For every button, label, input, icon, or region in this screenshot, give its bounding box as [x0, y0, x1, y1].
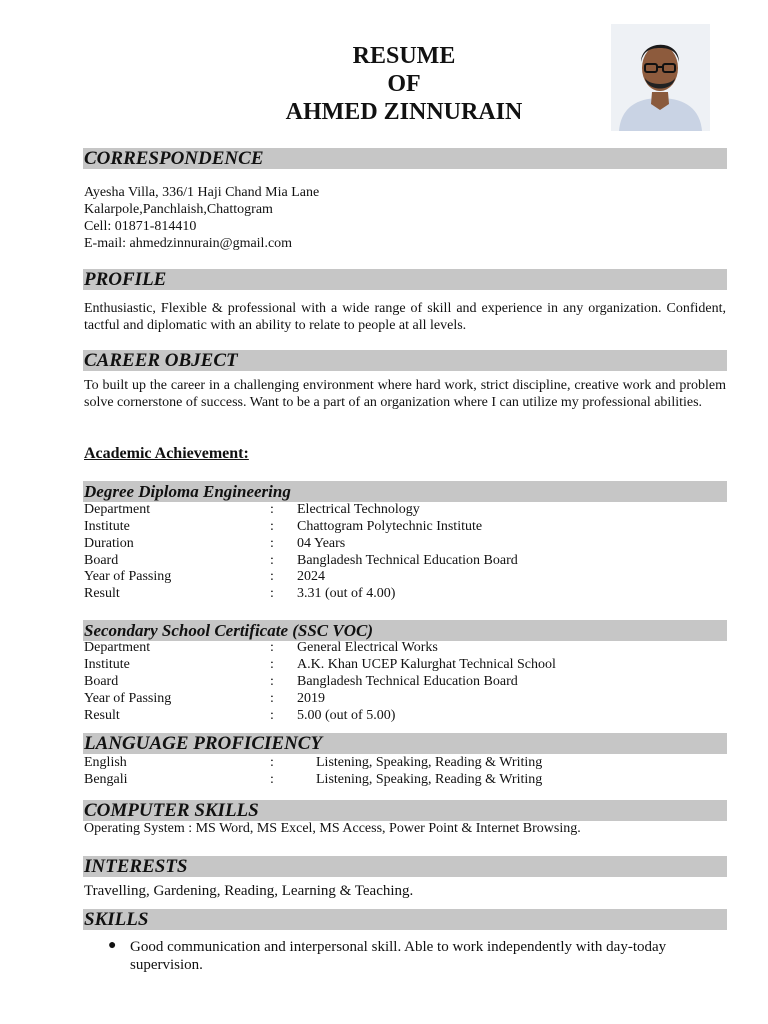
- resume-title: [200, 42, 608, 126]
- row-value: General Electrical Works: [297, 640, 438, 655]
- row-label: Duration: [84, 536, 134, 551]
- language-row-bengali: [84, 771, 726, 788]
- row-colon: :: [270, 708, 274, 723]
- row-value: 2024: [297, 569, 325, 584]
- row-value: Chattogram Polytechnic Institute: [297, 519, 483, 534]
- diploma-row-department: [84, 501, 726, 518]
- section-heading-interests: INTERESTS: [83, 856, 727, 877]
- row-colon: :: [270, 674, 274, 689]
- section-heading-language: LANGUAGE PROFICIENCY: [83, 733, 727, 754]
- row-colon: :: [270, 553, 274, 568]
- section-heading-career-object: CAREER OBJECT: [83, 350, 727, 371]
- row-colon: :: [270, 691, 274, 706]
- row-value: Listening, Speaking, Reading & Writing: [316, 772, 543, 787]
- candidate-name: AHMED ZINNURAIN: [285, 99, 523, 125]
- language-row-english: [84, 754, 726, 771]
- profile-text: Enthusiastic, Flexible & professional with a wide range of skill and experience in any organization. Confident, tactful and diplomatic with an ability to relate to people at all levels.: [84, 301, 726, 333]
- interests-text: Travelling, Gardening, Reading, Learning & Teaching.: [84, 883, 414, 899]
- row-label: Year of Passing: [84, 569, 172, 584]
- diploma-row-result: [84, 585, 726, 602]
- address-line-2: Kalarpole,Panchlaish,Chattogram: [84, 202, 273, 217]
- row-colon: :: [270, 657, 274, 672]
- row-label: Result: [84, 708, 120, 723]
- row-label: Board: [84, 553, 119, 568]
- section-heading-correspondence: CORRESPONDENCE: [83, 148, 727, 169]
- row-label: Institute: [84, 519, 130, 534]
- person-portrait-icon: [611, 24, 710, 131]
- row-value: 04 Years: [297, 536, 346, 551]
- diploma-row-duration: [84, 535, 726, 552]
- section-heading-ssc: Secondary School Certificate (SSC VOC): [83, 620, 727, 641]
- row-value: Bangladesh Technical Education Board: [297, 674, 518, 689]
- row-value: Bangladesh Technical Education Board: [297, 553, 518, 568]
- diploma-row-board: [84, 552, 726, 569]
- row-label: English: [84, 755, 127, 770]
- email-address: E-mail: ahmedzinnurain@gmail.com: [84, 236, 293, 251]
- ssc-row-department: [84, 639, 726, 656]
- row-value: 3.31 (out of 4.00): [297, 586, 396, 601]
- diploma-row-year: [84, 568, 726, 585]
- profile-photo: [611, 24, 710, 131]
- row-value: 5.00 (out of 5.00): [297, 708, 396, 723]
- computer-skills-text: Operating System : MS Word, MS Excel, MS Access, Power Point & Internet Browsing.: [84, 821, 581, 836]
- row-value: 2019: [297, 691, 325, 706]
- academic-achievement-heading: Academic Achievement:: [84, 445, 249, 462]
- row-label: Department: [84, 640, 151, 655]
- address-line-1: Ayesha Villa, 336/1 Haji Chand Mia Lane: [84, 185, 320, 200]
- row-label: Institute: [84, 657, 130, 672]
- bullet-icon: ●: [108, 938, 117, 953]
- section-heading-diploma: Degree Diploma Engineering: [83, 481, 727, 502]
- ssc-row-board: [84, 673, 726, 690]
- section-heading-skills: SKILLS: [83, 909, 727, 930]
- career-object-text: To built up the career in a challenging environment where hard work, strict discipline, creative work and problem solve cornerstone of success. Want to be a part of an organization where I can utilize my professional abilities.: [84, 378, 726, 410]
- row-colon: :: [270, 569, 274, 584]
- row-value: A.K. Khan UCEP Kalurghat Technical School: [297, 657, 556, 672]
- row-colon: :: [270, 519, 274, 534]
- section-heading-computer-skills: COMPUTER SKILLS: [83, 800, 727, 821]
- row-label: Department: [84, 502, 151, 517]
- title-line-of: OF: [387, 71, 421, 97]
- row-colon: :: [270, 640, 274, 655]
- ssc-row-year: [84, 690, 726, 707]
- row-value: Electrical Technology: [297, 502, 420, 517]
- diploma-row-institute: [84, 518, 726, 535]
- ssc-row-result: [84, 707, 726, 724]
- title-line-resume: RESUME: [352, 43, 456, 69]
- row-label: Year of Passing: [84, 691, 172, 706]
- row-colon: :: [270, 536, 274, 551]
- ssc-row-institute: [84, 656, 726, 673]
- section-heading-profile: PROFILE: [83, 269, 727, 290]
- row-colon: :: [270, 586, 274, 601]
- row-label: Result: [84, 586, 120, 601]
- row-value: Listening, Speaking, Reading & Writing: [316, 755, 543, 770]
- row-colon: :: [270, 502, 274, 517]
- row-colon: :: [270, 755, 274, 770]
- row-label: Bengali: [84, 772, 128, 787]
- row-colon: :: [270, 772, 274, 787]
- row-label: Board: [84, 674, 119, 689]
- cell-number: Cell: 01871-814410: [84, 219, 197, 234]
- skill-item: Good communication and interpersonal skill. Able to work independently with day-today supervision.: [130, 939, 667, 973]
